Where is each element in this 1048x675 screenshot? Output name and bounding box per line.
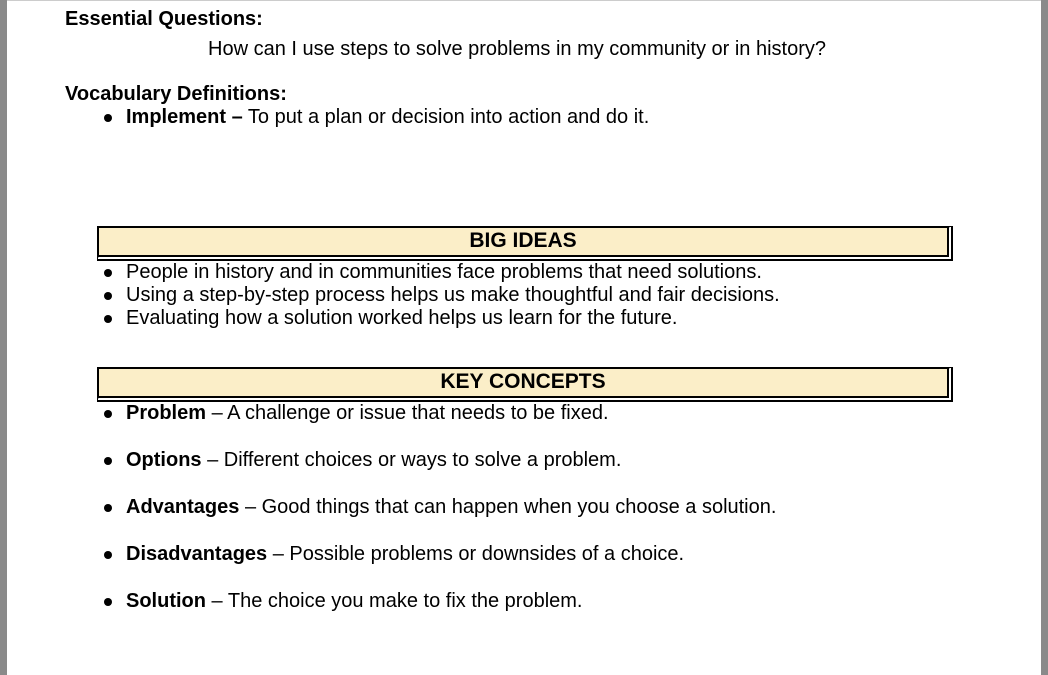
key-concept-item	[7, 402, 1041, 425]
bullet-icon	[104, 410, 112, 418]
key-concept-definition: – Different choices or ways to solve a problem.	[207, 449, 622, 471]
vocabulary-heading: Vocabulary Definitions:	[65, 83, 287, 105]
bullet-icon	[104, 551, 112, 559]
key-concept-term: Options	[126, 449, 202, 471]
right-gutter	[1040, 0, 1048, 675]
big-ideas-banner	[97, 226, 953, 261]
key-concept-term: Disadvantages	[126, 543, 268, 565]
key-concept-definition: – Possible problems or downsides of a choice.	[272, 543, 685, 565]
key-concept-item	[7, 449, 1041, 472]
essential-questions-heading: Essential Questions:	[65, 8, 263, 30]
big-ideas-text: Using a step-by-step process helps us make thoughtful and fair decisions.	[126, 284, 780, 306]
bullet-icon	[104, 504, 112, 512]
bullet-icon	[104, 269, 112, 277]
big-ideas-item	[7, 284, 1041, 307]
key-concept-item	[7, 590, 1041, 613]
key-concept-definition: – A challenge or issue that needs to be fixed.	[211, 402, 609, 424]
key-concept-item	[7, 496, 1041, 519]
bullet-icon	[104, 292, 112, 300]
vocab-definition: To put a plan or decision into action and do it.	[247, 106, 650, 128]
bullet-icon	[104, 457, 112, 465]
key-concepts-list	[7, 402, 1041, 613]
big-ideas-item	[7, 307, 1041, 330]
key-concept-term: Advantages	[126, 496, 240, 518]
bullet-icon	[104, 114, 112, 122]
big-ideas-list	[7, 261, 1041, 330]
vocabulary-list	[7, 106, 1041, 129]
bullet-icon	[104, 315, 112, 323]
key-concept-item	[7, 543, 1041, 566]
key-concepts-banner	[97, 367, 953, 402]
document-page[interactable]	[7, 0, 1041, 675]
key-concepts-banner-label: KEY CONCEPTS	[440, 370, 606, 393]
key-concept-term: Problem	[126, 402, 207, 424]
key-concept-definition: – Good things that can happen when you choose a solution.	[244, 496, 777, 518]
big-ideas-text: Evaluating how a solution worked helps us learn for the future.	[126, 307, 678, 329]
bullet-icon	[104, 598, 112, 606]
key-concept-definition: – The choice you make to fix the problem.	[211, 590, 583, 612]
key-concept-term: Solution	[126, 590, 206, 612]
essential-question-text: How can I use steps to solve problems in my community or in history?	[208, 38, 827, 60]
big-ideas-banner-label: BIG IDEAS	[469, 229, 577, 252]
vocabulary-item	[7, 106, 1041, 129]
vocab-term: Implement –	[126, 106, 243, 128]
big-ideas-item	[7, 261, 1041, 284]
big-ideas-text: People in history and in communities face problems that need solutions.	[126, 261, 762, 283]
